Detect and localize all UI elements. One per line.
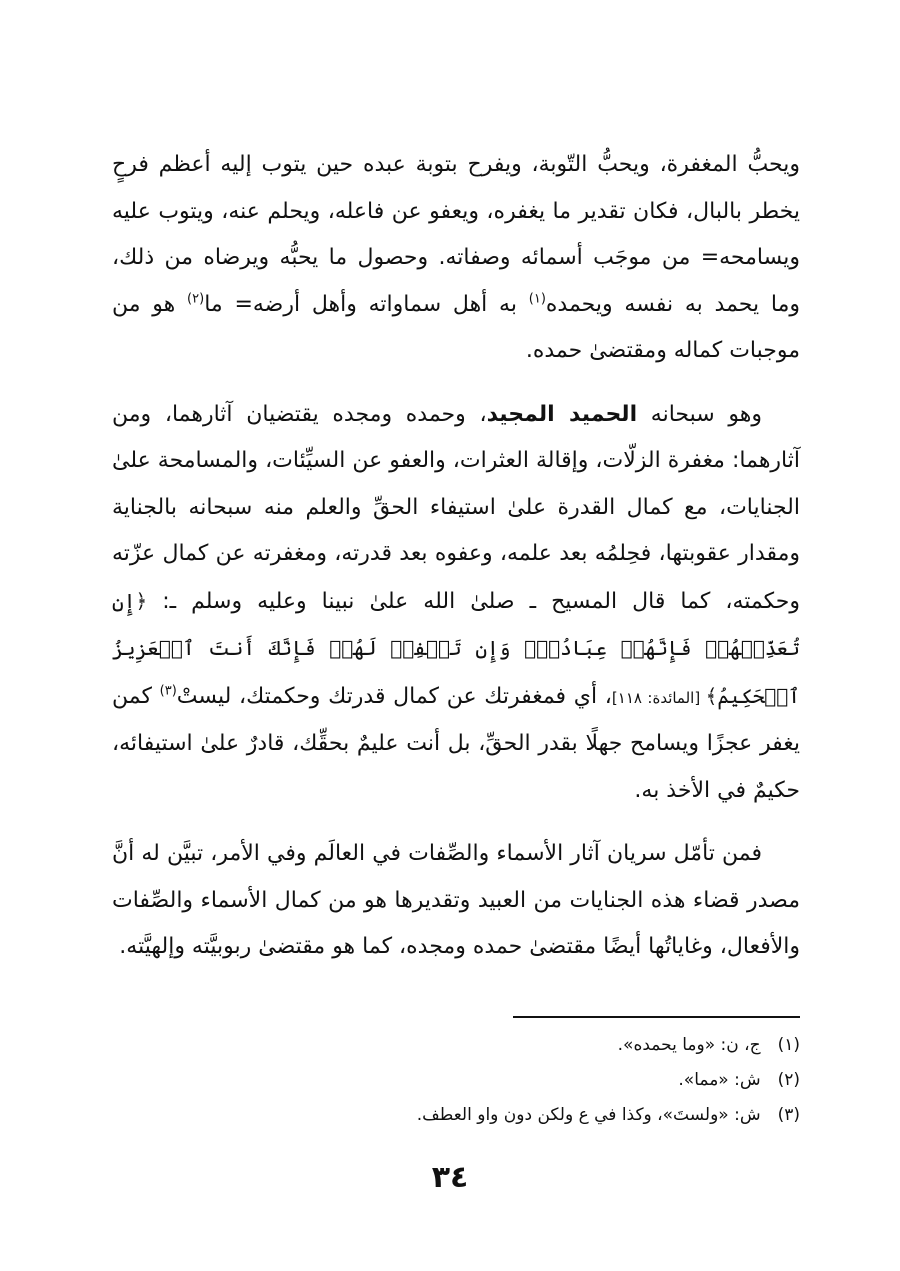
footnote-divider <box>513 1016 800 1018</box>
paragraph-3 <box>112 831 800 971</box>
paragraph-1-text-2: به أهل سماواته وأهل أرضه= ما <box>204 291 529 317</box>
paragraph-1-text-3: هو من موجبات كماله ومقتضىٰ حمده. <box>112 291 800 363</box>
footnote-3 <box>300 1098 800 1133</box>
paragraph-2-text-3: ، أي فمغفرتك عن كمال قدرتك وحكمتك، ليستْ <box>176 683 612 709</box>
paragraph-2-text-1: وهو سبحانه <box>637 401 762 427</box>
paragraph-2-text-2: ، وحمده ومجده يقتضيان آثارهما، ومن آثارهما: مغفرة الزلّات، وإقالة العثرات، والعفو عن السيِّئات، والمسامحة علىٰ الجنايات، مع كمال القدرة علىٰ استيفاء الحقِّ والعلم منه سبحانه بالجناية ومقدار عقوبتها، فحِلمُه بعد علمه، وعفوه بعد قدرته، ومغفرته عن كمال عزّته وحكمته، كما قال المسيح ـ صلىٰ الله علىٰ نبينا وعليه وسلم ـ: <box>112 401 800 614</box>
quran-reference: [المائدة: ١١٨] <box>611 688 706 707</box>
page-body <box>112 142 800 971</box>
footnotes <box>300 1028 800 1133</box>
footnote-2-text: ش: «مما». <box>678 1070 761 1090</box>
paragraph-1 <box>112 142 800 375</box>
paragraph-2 <box>112 392 800 815</box>
footnote-ref-3: (٣) <box>159 683 177 699</box>
footnote-2-number: (٢) <box>777 1070 800 1090</box>
paragraph-1-text-1: ويحبُّ المغفرة، ويحبُّ التّوبة، ويفرح بتوبة عبده حين يتوب إليه أعظم فرحٍ يخطر بالبال، فكان تقدير ما يغفره، ويعفو عن فاعله، ويحلم عنه، ويتوب عليه ويسامحه= من موجَب أسمائه وصفاته. وحصول ما يحبُّه ويرضاه من ذلك، وما يحمد به نفسه ويحمده <box>112 152 801 317</box>
footnote-1-number: (١) <box>777 1035 800 1055</box>
footnote-3-text: ش: «ولستَ»، وكذا في ع ولكن دون واو العطف. <box>416 1105 761 1125</box>
quran-verse: ﴿إِن تُعَذِّبۡهُمۡ فَإِنَّهُمۡ عِبَادُكَۖ وَإِن تَغۡفِرۡ لَهُمۡ فَإِنَّكَ أَنتَ ٱلۡعَزِيزُ ٱلۡحَكِيمُ﴾ <box>112 588 800 708</box>
footnote-1 <box>300 1028 800 1063</box>
paragraph-3-text: فمن تأمّل سريان آثار الأسماء والصِّفات في العالَم وفي الأمر، تبيَّن له أنَّ مصدر قضاء هذه الجنايات من العبيد وتقديرها هو من كمال الأسماء والصِّفات والأفعال، وغاياتُها أيضًا مقتضىٰ حمده ومجده، كما هو مقتضىٰ ربوبيَّته وإلهيَّته. <box>112 841 800 959</box>
footnote-ref-2: (٢) <box>187 291 205 307</box>
page-number: ٣٤ <box>431 1160 469 1195</box>
paragraph-2-text-4: كمن يغفر عجزًا ويسامح جهلًا بقدر الحقِّ، بل أنت عليمٌ بحقِّك، قادرٌ علىٰ استيفائه، حكيمٌ في الأخذ به. <box>112 683 800 803</box>
footnote-2 <box>300 1063 800 1098</box>
footnote-3-number: (٣) <box>777 1105 800 1125</box>
footnote-ref-1: (١) <box>528 291 546 307</box>
divine-names-bold: الحميد المجيد <box>486 401 638 427</box>
footnote-1-text: ج، ن: «وما يحمده». <box>617 1035 761 1055</box>
